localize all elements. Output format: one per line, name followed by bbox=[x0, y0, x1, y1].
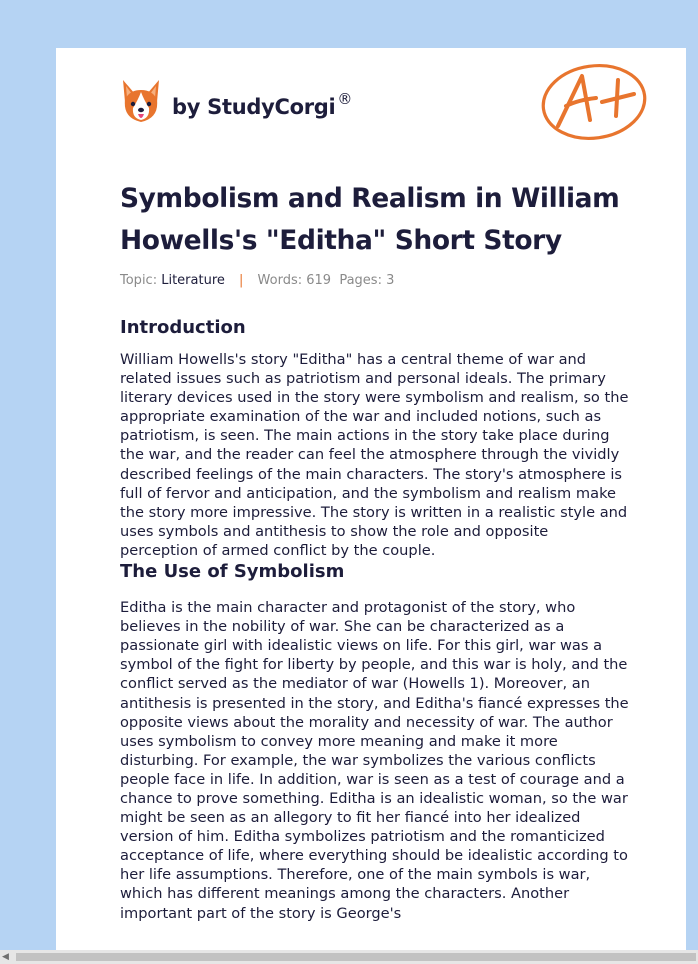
document-page bbox=[56, 48, 686, 964]
horizontal-scrollbar[interactable] bbox=[0, 950, 698, 964]
scrollbar-thumb[interactable] bbox=[16, 953, 696, 961]
scroll-left-icon[interactable]: ◀ bbox=[2, 952, 9, 962]
word-count: Words: 619 bbox=[257, 273, 332, 288]
article bbox=[120, 178, 630, 923]
brand-name bbox=[172, 90, 353, 119]
a-plus-grade-icon bbox=[538, 58, 650, 142]
section-heading-introduction: Introduction bbox=[120, 317, 246, 338]
studycorgi-logo[interactable] bbox=[120, 74, 352, 130]
page-count: Pages: 3 bbox=[339, 273, 395, 288]
section-body-symbolism: Editha is the main character and protagonist of the story, who believes in the nobility of war. She can be characterized as a passionate girl with idealistic views on life. For this girl, war was a symbol of the fight for liberty by people, and this war is holy, and the conflict served as the mediator of war (Howells 1). Moreover, an antithesis is presented in the story, and Editha's fiancé expresses the opposite views about the morality and necessity of war. The author uses symbolism to convey more meaning and make it more disturbing. For example, the war symbolizes the various conflicts people face in life. In addition, war is seen as a test of courage and a chance to prove something. Editha is an idealistic woman, so the war might be seen as an allegory to fit her fiancé into her idealized version of him. Editha symbolizes patriotism and the romanticized acceptance of life, where everything should be idealistic according to her life assumptions. Therefore, one of the main symbols is war, which has different meanings among the characters. Another important part of the story is George's bbox=[120, 599, 629, 922]
article-meta bbox=[120, 272, 630, 290]
corgi-logo-icon bbox=[120, 78, 162, 126]
meta-separator: | bbox=[239, 273, 244, 288]
section-body-introduction: William Howells's story "Editha" has a central theme of war and related issues such as patriotism and personal ideals. The primary literary devices used in the story were symbolism and realism, so the appropriate examination of the war and included notions, such as patriotism, is seen. The main actions in the story take place during the war, and the reader can feel the atmosphere through the vividly described feelings of the main characters. The story's atmosphere is full of fervor and anticipation, and the symbolism and realism make the story more impressive. The story is written in a realistic style and uses symbols and antithesis to show the role and opposite perception of armed conflict by the couple. bbox=[120, 351, 629, 559]
brand-text: by StudyCorgi bbox=[172, 95, 336, 119]
article-title: Symbolism and Realism in William Howells's "Editha" Short Story bbox=[120, 183, 620, 256]
section-heading-symbolism: The Use of Symbolism bbox=[120, 561, 345, 583]
topic-link[interactable]: Literature bbox=[161, 273, 225, 288]
topic-label: Topic: bbox=[120, 273, 158, 288]
registered-mark: ® bbox=[337, 90, 353, 108]
